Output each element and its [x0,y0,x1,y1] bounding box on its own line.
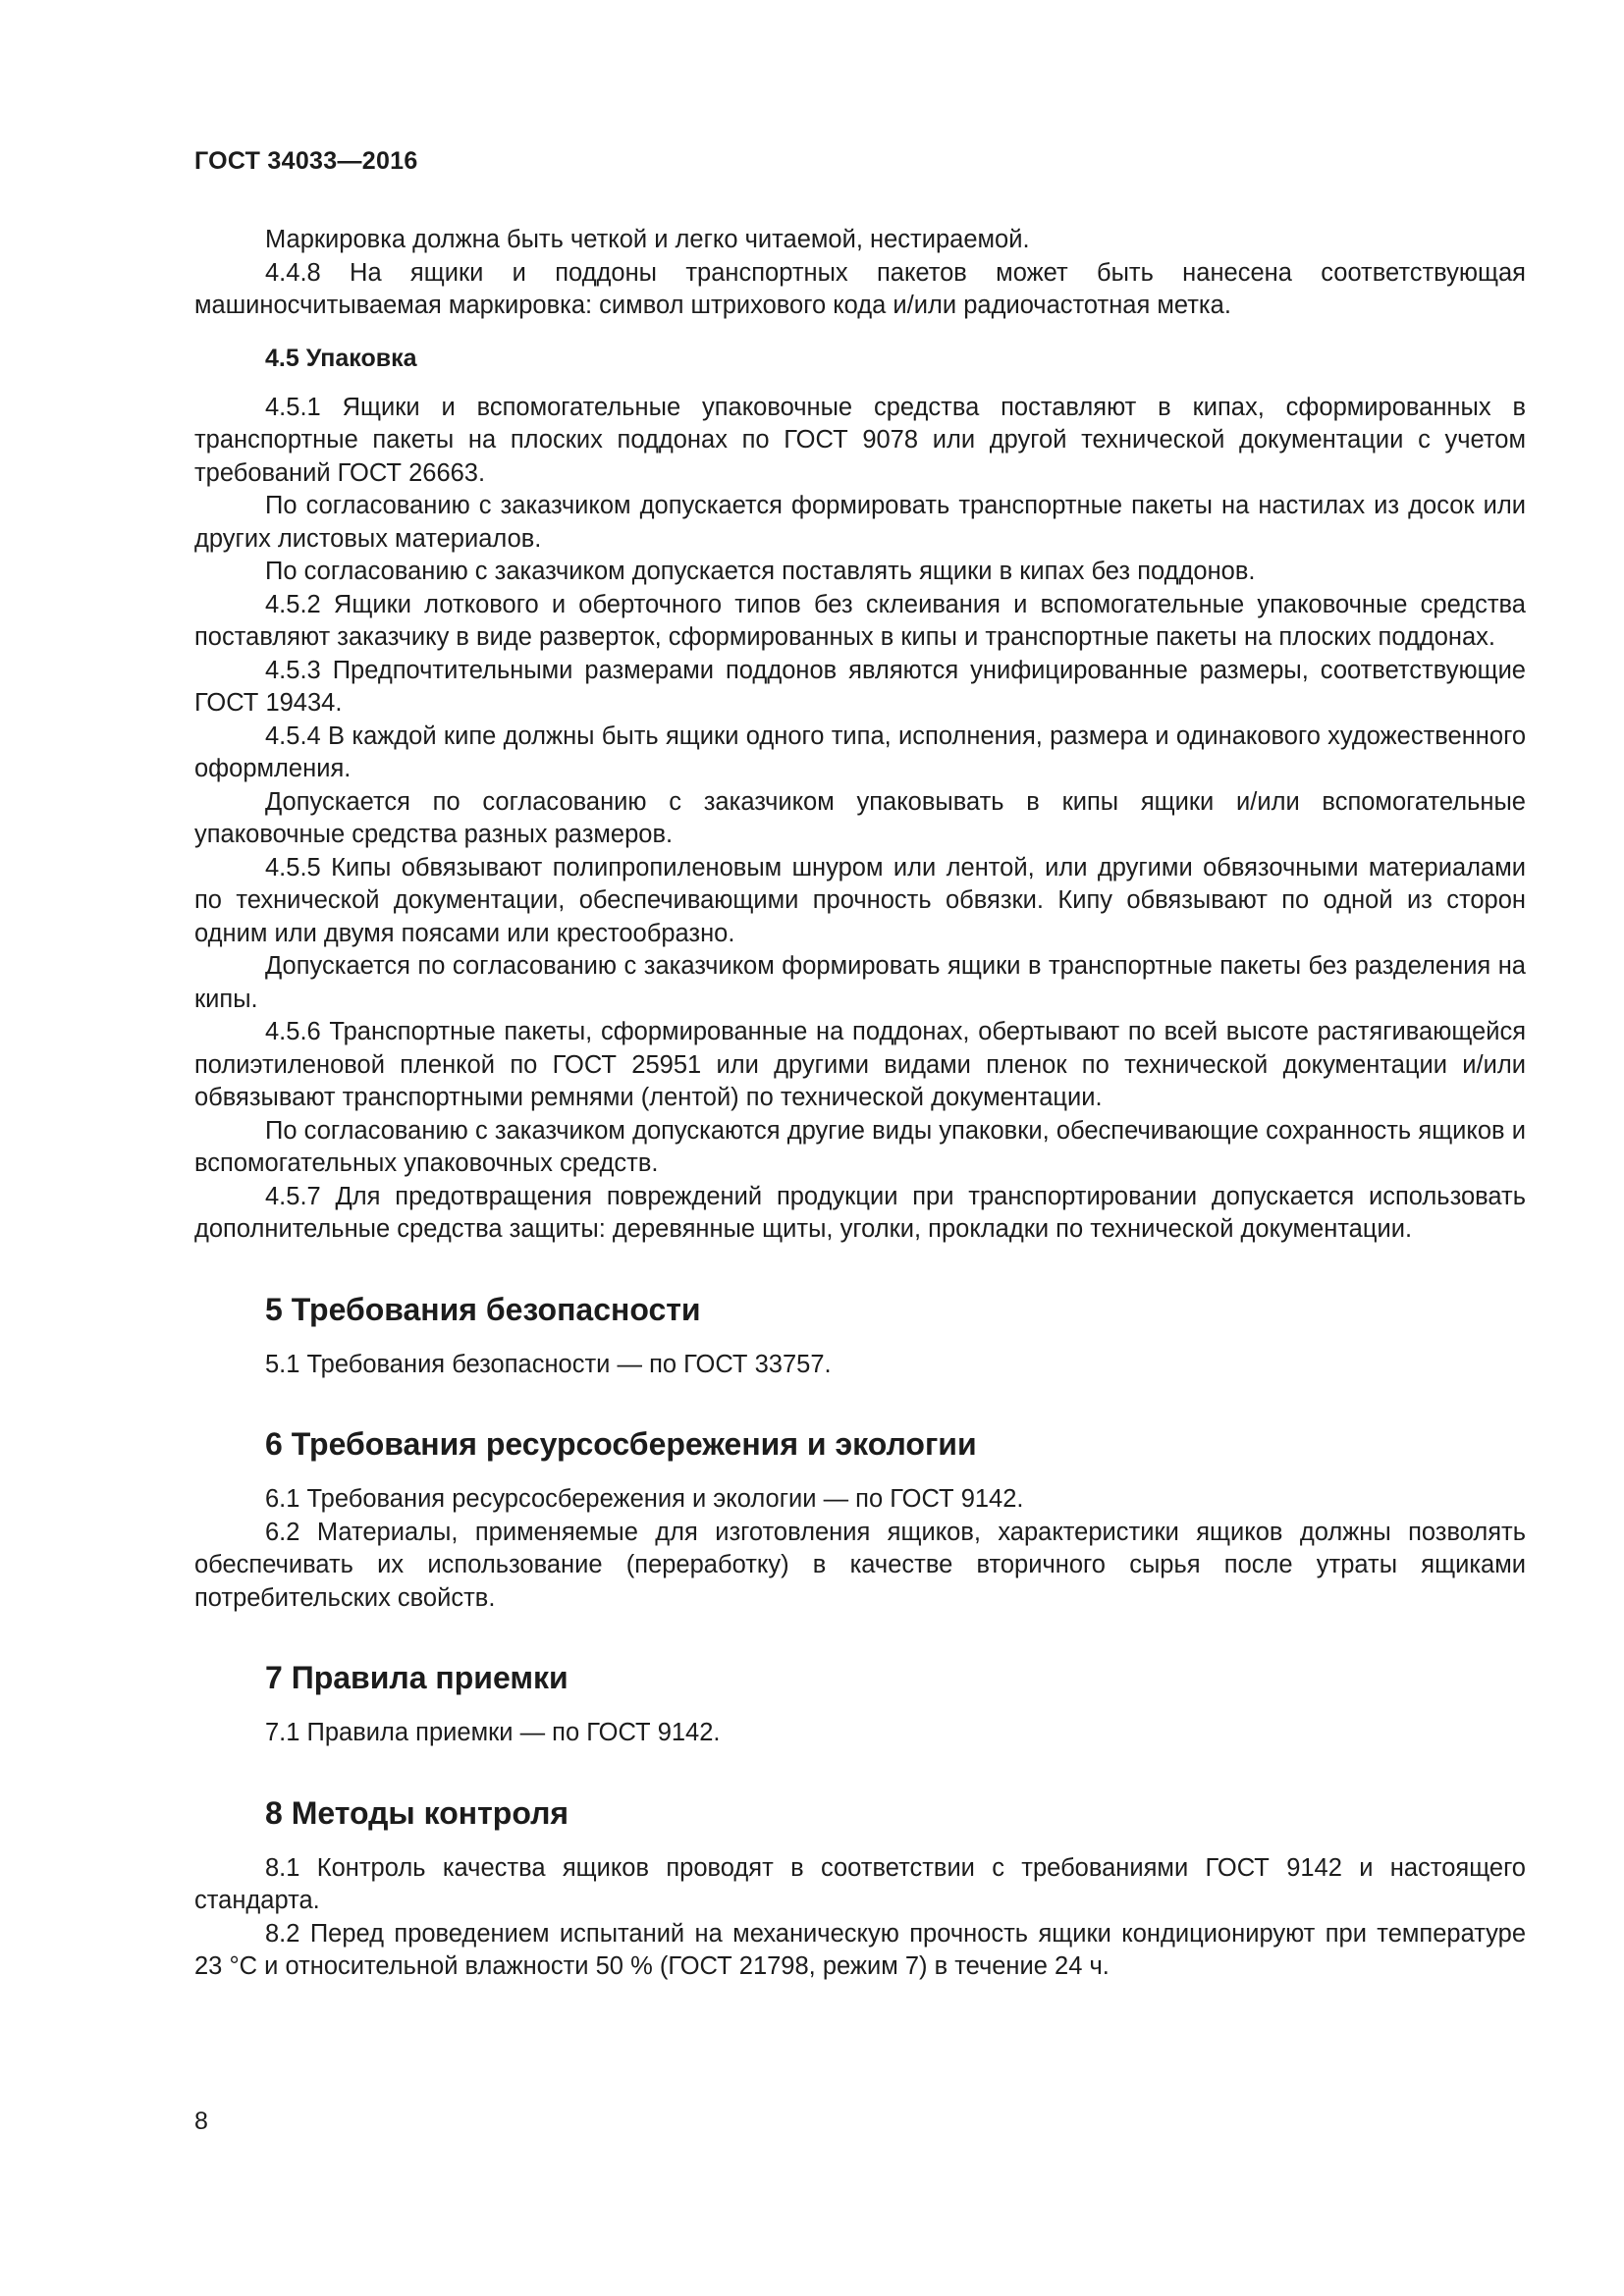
page-number: 8 [194,2108,208,2135]
paragraph: 4.5.2 Ящики лоткового и оберточного типов без склеивания и вспомогательные упаковочные средства поставляют заказчику в виде разверток, сформированных в кипы и транспортные пакеты на плоских поддонах. [194,590,1526,651]
paragraph: 4.5.7 Для предотвращения повреждений продукции при транспортировании допускается использовать дополнительные средства защиты: деревянные щиты, уголки, прокладки по технической документации. [194,1182,1526,1243]
section-heading-test-methods: 8 Методы контроля [265,1794,569,1831]
document-header: ГОСТ 34033—2016 [194,147,418,175]
subsection-heading-packaging: 4.5 Упаковка [265,344,417,372]
section-heading-ecology: 6 Требования ресурсосбережения и экологии [265,1426,977,1462]
paragraph: По согласованию с заказчиком допускается поставлять ящики в кипах без поддонов. [265,558,1256,585]
paragraph: Допускается по согласованию с заказчиком формировать ящики в транспортные пакеты без разделения на кипы. [194,952,1526,1013]
paragraph: 6.1 Требования ресурсосбережения и экологии — по ГОСТ 9142. [265,1485,1024,1513]
paragraph: 4.5.5 Кипы обвязывают полипропиленовым шнуром или лентой, или другими обвязочными материалами по технической документации, обеспечивающими прочность обвязки. Кипу обвязывают по одной из сторон одним или двумя поясами или крестообразно. [194,853,1526,947]
paragraph: По согласованию с заказчиком допускаются другие виды упаковки, обеспечивающие сохранность ящиков и вспомогательных упаковочных средств. [194,1116,1526,1177]
paragraph: 6.2 Материалы, применяемые для изготовления ящиков, характеристики ящиков должны позволять обеспечивать их использование (переработку) в качестве вторичного сырья после утраты ящиками потребительских свойств. [194,1518,1526,1612]
section-heading-safety: 5 Требования безопасности [265,1291,701,1327]
paragraph: Маркировка должна быть четкой и легко читаемой, нестираемой. [265,226,1030,253]
paragraph: 4.5.4 В каждой кипе должны быть ящики одного типа, исполнения, размера и одинакового художественного оформления. [194,721,1526,782]
paragraph: Допускается по согласованию с заказчиком упаковывать в кипы ящики и/или вспомогательные упаковочные средства разных размеров. [194,787,1526,848]
paragraph: 8.2 Перед проведением испытаний на механическую прочность ящики кондиционируют при температуре 23 °С и относительной влажности 50 % (ГОСТ 21798, режим 7) в течение 24 ч. [194,1919,1526,1980]
paragraph: 8.1 Контроль качества ящиков проводят в соответствии с требованиями ГОСТ 9142 и настоящего стандарта. [194,1853,1526,1914]
paragraph: 4.5.3 Предпочтительными размерами поддонов являются унифицированные размеры, соответствующие ГОСТ 19434. [194,656,1526,717]
paragraph: 4.5.1 Ящики и вспомогательные упаковочные средства поставляют в кипах, сформированных в транспортные пакеты на плоских поддонах по ГОСТ 9078 или другой технической документации с учетом требований ГОСТ 26663. [194,393,1526,487]
paragraph: 4.4.8 На ящики и поддоны транспортных пакетов может быть нанесена соответствующая машиносчитываемая маркировка: символ штрихового кода и/или радиочастотная метка. [194,258,1526,319]
paragraph: 7.1 Правила приемки — по ГОСТ 9142. [265,1719,721,1746]
section-heading-acceptance: 7 Правила приемки [265,1660,568,1695]
paragraph: 5.1 Требования безопасности — по ГОСТ 33757. [265,1350,832,1378]
paragraph: 4.5.6 Транспортные пакеты, сформированные на поддонах, обертывают по всей высоте растягивающейся полиэтиленовой пленкой по ГОСТ 25951 или другими видами пленок по технической документации и/или обвязывают транспортными ремнями (лентой) по технической документации. [194,1018,1526,1111]
paragraph: По согласованию с заказчиком допускается формировать транспортные пакеты на настилах из досок или других листовых материалов. [194,492,1526,553]
document-body [194,224,1526,1984]
